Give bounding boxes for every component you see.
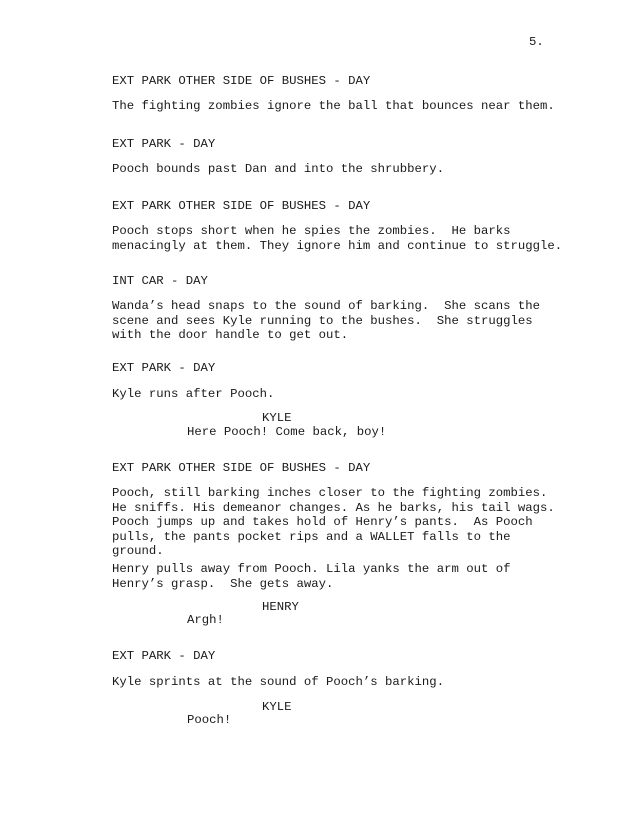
action-line: Pooch stops short when he spies the zombies. He barks menacingly at them. They ignore him and continue to struggle. bbox=[112, 224, 563, 253]
action-line: Kyle sprints at the sound of Pooch’s barking. bbox=[112, 675, 445, 689]
scene-heading: EXT PARK - DAY bbox=[112, 649, 216, 663]
dialogue: Here Pooch! Come back, boy! bbox=[187, 425, 387, 439]
character-name: KYLE bbox=[262, 411, 292, 425]
action-line: Pooch bounds past Dan and into the shrubbery. bbox=[112, 162, 445, 176]
scene-heading: EXT PARK OTHER SIDE OF BUSHES - DAY bbox=[112, 199, 371, 213]
action-line: Kyle runs after Pooch. bbox=[112, 387, 275, 401]
character-name: KYLE bbox=[262, 700, 292, 714]
scene-heading: EXT PARK OTHER SIDE OF BUSHES - DAY bbox=[112, 461, 371, 475]
action-line: Henry pulls away from Pooch. Lila yanks the arm out of Henry’s grasp. She gets away. bbox=[112, 562, 511, 591]
scene-heading: EXT PARK OTHER SIDE OF BUSHES - DAY bbox=[112, 74, 371, 88]
dialogue: Pooch! bbox=[187, 713, 232, 727]
character-name: HENRY bbox=[262, 600, 299, 614]
dialogue: Argh! bbox=[187, 613, 224, 627]
action-line: Wanda’s head snaps to the sound of barking. She scans the scene and sees Kyle running to the bushes. She struggles with the door handle to get out. bbox=[112, 299, 541, 342]
action-line: Pooch, still barking inches closer to the fighting zombies. He sniffs. His demeanor changes. As he barks, his tail wags. Pooch jumps up and takes hold of Henry’s pants. As Pooch pulls, the pants pocket rips and a WALLET falls to the ground. bbox=[112, 486, 555, 558]
page-number: 5. bbox=[529, 35, 544, 49]
scene-heading: EXT PARK - DAY bbox=[112, 137, 216, 151]
scene-heading: EXT PARK - DAY bbox=[112, 361, 216, 375]
action-line: The fighting zombies ignore the ball that bounces near them. bbox=[112, 99, 555, 113]
scene-heading: INT CAR - DAY bbox=[112, 274, 208, 288]
